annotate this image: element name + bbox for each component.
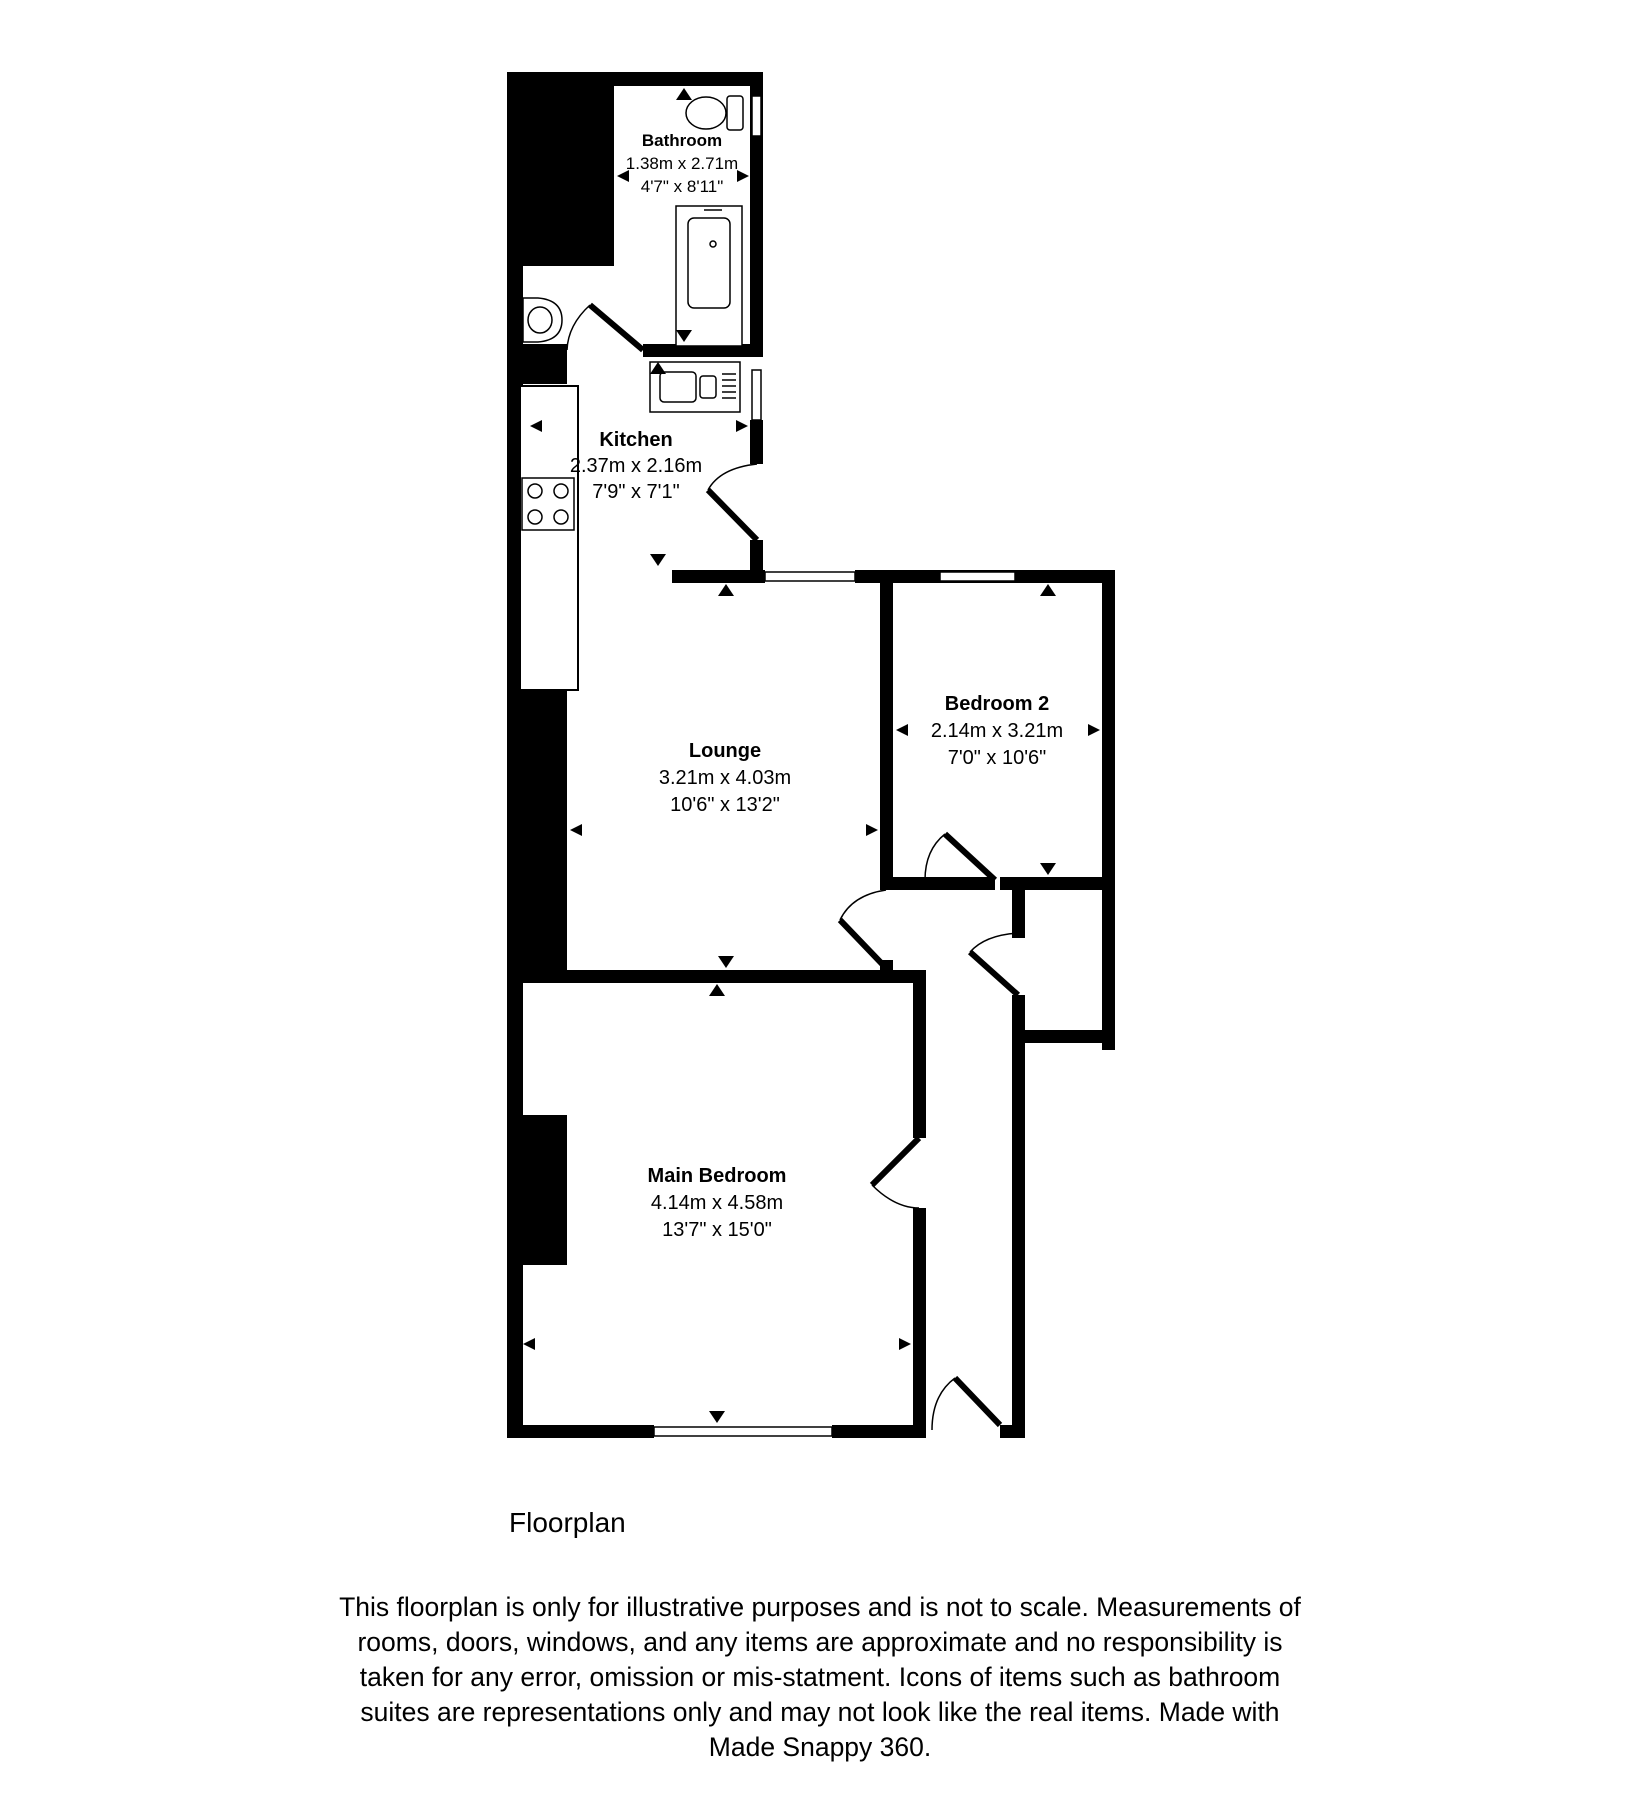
room-name: Bedroom 2: [944, 693, 1050, 715]
bedroom2-window: [940, 572, 1015, 581]
basin-icon: [523, 298, 562, 342]
disclaimer-line: Made Snappy 360.: [708, 1732, 932, 1762]
bathroom-window: [752, 96, 761, 136]
kitchen-worktop: [520, 386, 578, 690]
room-imperial: 7'0" x 10'6": [947, 747, 1047, 769]
room-imperial: 7'9" x 7'1": [592, 481, 680, 503]
room-name: Kitchen: [599, 429, 673, 451]
room-label-main-bedroom: [648, 1165, 787, 1241]
disclaimer-line: rooms, doors, windows, and any items are approximate and no responsibility is: [357, 1627, 1283, 1657]
lounge-window: [765, 572, 855, 581]
room-imperial: 13'7" x 15'0": [662, 1219, 772, 1241]
floorplan-caption: Floorplan: [509, 1507, 626, 1538]
room-label-bathroom: [626, 131, 738, 196]
room-metric: 4.14m x 4.58m: [650, 1192, 784, 1214]
room-label-lounge: [659, 740, 791, 816]
room-imperial: 4'7" x 8'11": [640, 177, 724, 196]
room-label-kitchen: [570, 429, 702, 503]
room-name: Bathroom: [641, 131, 723, 150]
kitchen-window: [752, 370, 761, 420]
disclaimer-line: taken for any error, omission or mis-statment. Icons of items such as bathroom: [359, 1662, 1281, 1692]
room-metric: 2.37m x 2.16m: [569, 455, 703, 477]
room-metric: 3.21m x 4.03m: [658, 767, 792, 789]
disclaimer-line: suites are representations only and may not look like the real items. Made with: [360, 1697, 1280, 1727]
room-metric: 1.38m x 2.71m: [625, 154, 739, 173]
sink-icon: [650, 362, 740, 412]
bath-icon: [676, 206, 742, 346]
room-name: Lounge: [688, 740, 762, 762]
toilet-icon: [686, 96, 743, 130]
disclaimer-line: This floorplan is only for illustrative purposes and is not to scale. Measurements of: [339, 1592, 1301, 1622]
disclaimer: [250, 1590, 1390, 1765]
room-label-bedroom-2: [931, 693, 1063, 769]
main-bedroom-window: [654, 1427, 832, 1436]
room-metric: 2.14m x 3.21m: [930, 720, 1064, 742]
room-imperial: 10'6" x 13'2": [670, 794, 780, 816]
hob-icon: [522, 478, 574, 530]
room-name: Main Bedroom: [647, 1165, 787, 1187]
